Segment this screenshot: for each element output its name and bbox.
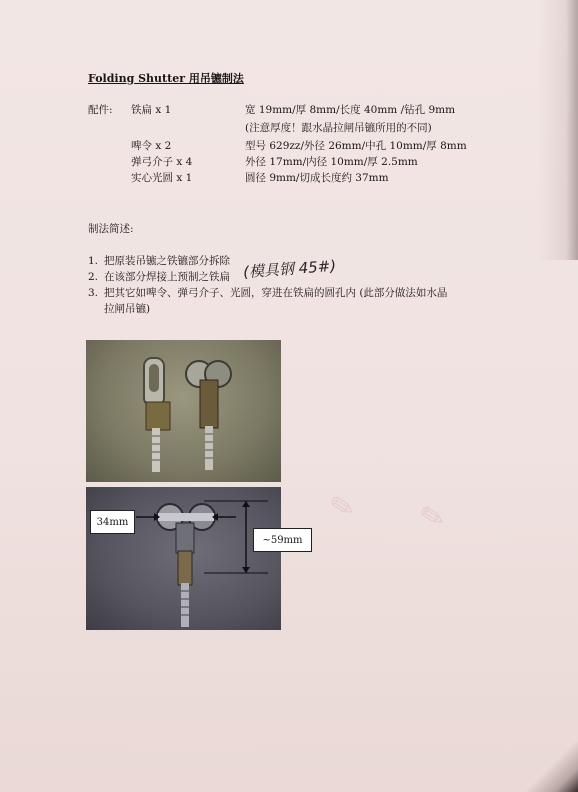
step-number: 3. — [88, 287, 99, 299]
page-curl — [508, 742, 578, 792]
part-name: 铁扁 x 1 — [131, 104, 172, 116]
part-spec: 圆径 9mm/切成长度约 37mm — [245, 172, 389, 184]
document-title: Folding Shutter 用吊镳制法 — [88, 72, 244, 85]
step-number: 2. — [88, 271, 99, 283]
method-title: 制法简述: — [88, 223, 134, 235]
step-text: 把其它如啤令、弹弓介子、光圆，穿进在铁扁的圆孔内 (此部分做法如水晶 — [104, 287, 448, 299]
parts-label: 配件: — [88, 104, 113, 116]
part-name: 啤令 x 2 — [131, 140, 172, 152]
width-measure-label: 34mm — [90, 510, 135, 534]
bleed-through-mark: ✎ — [416, 497, 449, 538]
step-text: 在该部分焊接上预制之铁扁 — [104, 271, 230, 283]
part-spec: 外径 17mm/内径 10mm/厚 2.5mm — [245, 156, 418, 168]
step-continuation: 拉闸吊镳) — [104, 303, 151, 315]
part-name: 弹弓介子 x 4 — [131, 156, 193, 168]
part-spec: 宽 19mm/厚 8mm/长度 40mm /钻孔 9mm — [245, 104, 456, 116]
part-spec-note: (注意厚度！跟水晶拉闸吊镳所用的不同) — [245, 122, 432, 134]
measured-hanger-photo — [86, 487, 281, 630]
hanger-parts-photo — [86, 340, 281, 482]
bleed-through-mark: ✎ — [326, 487, 359, 528]
step-number: 1. — [88, 255, 99, 267]
step-item — [88, 285, 447, 301]
hanger-parts-illustration — [86, 340, 281, 482]
measured-hanger-illustration — [86, 487, 281, 630]
part-spec: 型号 629zz/外径 26mm/中孔 10mm/厚 8mm — [245, 140, 467, 152]
step-text: 把原装吊镳之铁镳部分拆除 — [104, 255, 230, 267]
handwritten-note: (模具钢 45#) — [242, 256, 337, 282]
page-edge-shadow — [538, 0, 578, 260]
part-name: 实心光圆 x 1 — [131, 172, 193, 184]
height-measure-label: ~59mm — [253, 528, 312, 552]
